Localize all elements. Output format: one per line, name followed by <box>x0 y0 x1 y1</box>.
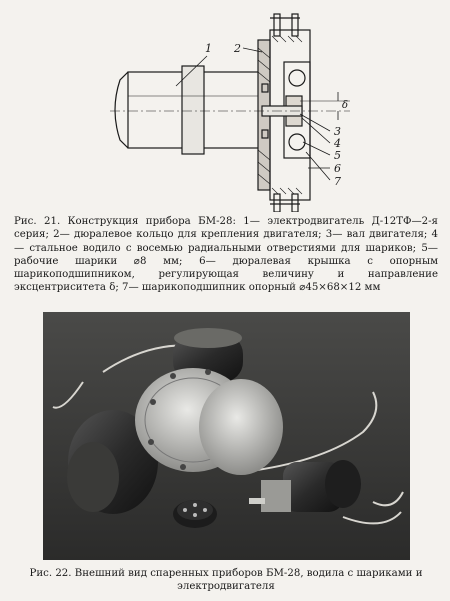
callout-7: 7 <box>334 175 341 188</box>
figure-21-caption-body: Конструкция прибора БМ-28: 1— электродвигатель Д-12ТФ—2-я серия; 2— дюралевое кольцо для крепления двигателя; 3— вал двигателя; 4— стальное водило с восемью радиальными отверстиями для шариков; 5— рабочие шарики ⌀8 мм; 6— дюралевая крышка с опорным шарикоподшипником, регулирующая величину и направление эксцентриситета δ; 7— шарикоподшипник опорный ⌀45×68×12 мм <box>14 216 438 294</box>
callout-3: 3 <box>334 125 341 138</box>
motor-rounded-end <box>115 72 128 148</box>
figure-22-caption <box>14 568 438 593</box>
ball-bottom <box>289 134 305 150</box>
figure-21-caption-prefix: Рис. 21. <box>14 216 61 227</box>
figure-22-caption-body: Внешний вид спаренных приборов БМ-28, водила с шариками и электродвигателя <box>74 568 423 592</box>
callout-1: 1 <box>205 42 212 55</box>
figure-22-photo <box>43 312 410 560</box>
right-disc <box>199 379 283 475</box>
callout-4: 4 <box>334 137 341 150</box>
delta-label: δ <box>342 100 349 111</box>
ball-top <box>289 70 305 86</box>
callout-2: 2 <box>234 42 241 55</box>
figure-21-drawing <box>0 0 450 212</box>
motor-band <box>182 66 204 154</box>
figure-22-caption-prefix: Рис. 22. <box>29 568 72 579</box>
figure-21-caption <box>14 215 438 295</box>
callout-5: 5 <box>334 149 341 162</box>
callout-6: 6 <box>334 162 341 175</box>
carrier-with-balls <box>173 500 217 528</box>
